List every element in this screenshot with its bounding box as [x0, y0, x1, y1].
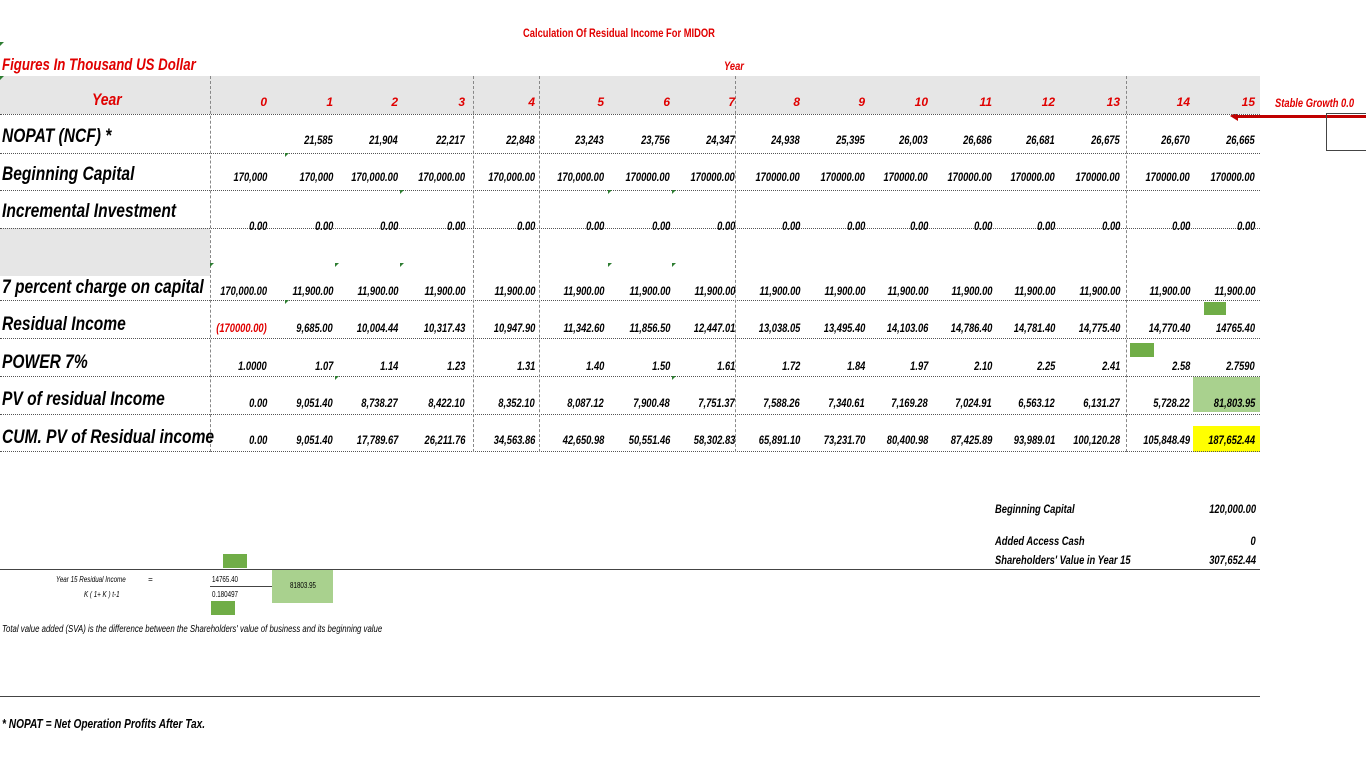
beg-capital-cell-year-9[interactable]: 170000.00	[820, 170, 865, 184]
power-cell-year-13[interactable]: 2.41	[1101, 359, 1120, 373]
charge-cell-year-7[interactable]: 11,900.00	[694, 284, 735, 298]
charge-cell-year-3[interactable]: 11,900.00	[424, 284, 465, 298]
row-label-incremental-investment: Incremental Investment	[2, 201, 177, 222]
year-header-13: 13	[1106, 95, 1120, 109]
cum-cell-year-4[interactable]: 34,563.86	[493, 433, 535, 447]
resid-cell-year-4[interactable]: 10,947.90	[493, 321, 535, 335]
row-label-year: Year	[92, 90, 122, 109]
cum-cell-year-0[interactable]: 0.00	[248, 433, 267, 447]
resid-cell-year-3[interactable]: 10,317.43	[423, 321, 465, 335]
cum-cell-year-1[interactable]: 9,051.40	[296, 433, 333, 447]
cum-cell-year-10[interactable]: 80,400.98	[886, 433, 928, 447]
power-cell-year-5[interactable]: 1.40	[585, 359, 604, 373]
sva-note: Total value added (SVA) is the difference between the Shareholders' value of business and its beginning value	[2, 624, 383, 635]
pv-cell-year-4[interactable]: 8,352.10	[498, 396, 535, 410]
year-header-9: 9	[858, 95, 865, 109]
formula-equals: =	[148, 575, 153, 584]
resid-cell-year-14[interactable]: 14,770.40	[1148, 321, 1190, 335]
nopat-cell-year-5[interactable]: 23,243	[575, 133, 604, 147]
charge-cell-year-10[interactable]: 11,900.00	[887, 284, 928, 298]
year-header-3: 3	[458, 95, 465, 109]
power-cell-year-7[interactable]: 1.61	[716, 359, 735, 373]
incr-invest-cell-year-11[interactable]: 0.00	[973, 219, 992, 233]
year-header-8: 8	[793, 95, 800, 109]
beg-capital-cell-year-5[interactable]: 170,000.00	[557, 170, 604, 184]
charge-cell-year-12[interactable]: 11,900.00	[1014, 284, 1055, 298]
cum-cell-year-9[interactable]: 73,231.70	[823, 433, 865, 447]
pv-cell-year-3[interactable]: 8,422.10	[428, 396, 465, 410]
summary-added-cash-label: Added Access Cash	[995, 534, 1085, 548]
row-label-charge: 7 percent charge on capital	[2, 277, 204, 298]
units-subtitle: Figures In Thousand US Dollar	[2, 55, 196, 74]
cum-cell-year-14[interactable]: 105,848.49	[1143, 433, 1190, 447]
power-cell-year-9[interactable]: 1.84	[846, 359, 865, 373]
year-header-6: 6	[663, 95, 670, 109]
incr-invest-cell-year-5[interactable]: 0.00	[585, 219, 604, 233]
year-header-4: 4	[528, 95, 535, 109]
row-label-residual-income: Residual Income	[2, 314, 126, 335]
resid-cell-year-15[interactable]: 14765.40	[1215, 321, 1255, 335]
beg-capital-cell-year-2[interactable]: 170,000.00	[351, 170, 398, 184]
beg-capital-cell-year-10[interactable]: 170000.00	[883, 170, 928, 184]
marker-cell	[1204, 302, 1226, 315]
charge-cell-year-11[interactable]: 11,900.00	[951, 284, 992, 298]
beg-capital-cell-year-15[interactable]: 170000.00	[1210, 170, 1255, 184]
power-cell-year-6[interactable]: 1.50	[651, 359, 670, 373]
year-header-2: 2	[391, 95, 398, 109]
nopat-cell-year-4[interactable]: 22,848	[506, 133, 535, 147]
year-header-15: 15	[1241, 95, 1255, 109]
beg-capital-cell-year-8[interactable]: 170000.00	[755, 170, 800, 184]
stable-growth-label: Stable Growth 0.0	[1275, 96, 1355, 110]
summary-added-cash-value: 0	[1250, 534, 1256, 548]
marker-cell	[211, 601, 235, 615]
pv-cell-year-9[interactable]: 7,340.61	[828, 396, 865, 410]
resid-cell-year-13[interactable]: 14,775.40	[1078, 321, 1120, 335]
power-cell-year-10[interactable]: 1.97	[909, 359, 928, 373]
resid-cell-year-9[interactable]: 13,495.40	[823, 321, 865, 335]
resid-cell-year-1[interactable]: 9,685.00	[296, 321, 333, 335]
beg-capital-cell-year-13[interactable]: 170000.00	[1075, 170, 1120, 184]
incr-invest-cell-year-0[interactable]: 0.00	[248, 219, 267, 233]
beg-capital-cell-year-0[interactable]: 170,000	[233, 170, 267, 184]
year-header-14: 14	[1176, 95, 1190, 109]
charge-cell-year-14[interactable]: 11,900.00	[1149, 284, 1190, 298]
pv-cell-year-8[interactable]: 7,588.26	[763, 396, 800, 410]
nopat-footnote: * NOPAT = Net Operation Profits After Tax.	[2, 716, 206, 731]
incr-invest-cell-year-8[interactable]: 0.00	[781, 219, 800, 233]
power-cell-year-8[interactable]: 1.72	[781, 359, 800, 373]
cum-cell-year-12[interactable]: 93,989.01	[1013, 433, 1055, 447]
beg-capital-cell-year-12[interactable]: 170000.00	[1010, 170, 1055, 184]
cum-cell-year-3[interactable]: 26,211.76	[424, 433, 465, 447]
charge-cell-year-4[interactable]: 11,900.00	[494, 284, 535, 298]
beg-capital-cell-year-1[interactable]: 170,000	[299, 170, 333, 184]
pv-cell-year-2[interactable]: 8,738.27	[361, 396, 398, 410]
row-label-beginning-capital: Beginning Capital	[2, 164, 135, 185]
beg-capital-cell-year-3[interactable]: 170,000.00	[418, 170, 465, 184]
cum-cell-year-15[interactable]: 187,652.44	[1208, 433, 1255, 447]
nopat-cell-year-3[interactable]: 22,217	[436, 133, 465, 147]
charge-cell-year-1[interactable]: 11,900.00	[292, 284, 333, 298]
power-cell-year-3[interactable]: 1.23	[446, 359, 465, 373]
incr-invest-cell-year-2[interactable]: 0.00	[379, 219, 398, 233]
incr-invest-cell-year-12[interactable]: 0.00	[1036, 219, 1055, 233]
year-header-10: 10	[914, 95, 928, 109]
power-cell-year-4[interactable]: 1.31	[516, 359, 535, 373]
incr-invest-cell-year-15[interactable]: 0.00	[1236, 219, 1255, 233]
cum-cell-year-2[interactable]: 17,789.67	[356, 433, 398, 447]
resid-cell-year-12[interactable]: 14,781.40	[1013, 321, 1055, 335]
nopat-cell-year-7[interactable]: 24,347	[706, 133, 735, 147]
formula-numerator-value: 14765.40	[212, 575, 239, 584]
pv-cell-year-0[interactable]: 0.00	[248, 396, 267, 410]
stable-growth-cell[interactable]	[1326, 113, 1366, 151]
year-header-11: 11	[979, 95, 992, 109]
pv-cell-year-7[interactable]: 7,751.37	[698, 396, 735, 410]
summary-beginning-capital-label: Beginning Capital	[995, 502, 1075, 516]
pv-cell-year-15[interactable]: 81,803.95	[1213, 396, 1255, 410]
pv-cell-year-13[interactable]: 6,131.27	[1083, 396, 1120, 410]
cum-cell-year-13[interactable]: 100,120.28	[1073, 433, 1120, 447]
formula-numerator-label: Year 15 Residual Income	[56, 575, 126, 584]
row-label-cum-pv: CUM. PV of Residual income	[2, 427, 215, 448]
pv-cell-year-10[interactable]: 7,169.28	[891, 396, 928, 410]
charge-cell-year-5[interactable]: 11,900.00	[563, 284, 604, 298]
cum-cell-year-6[interactable]: 50,551.46	[628, 433, 670, 447]
incr-invest-cell-year-1[interactable]: 0.00	[314, 219, 333, 233]
pv-cell-year-11[interactable]: 7,024.91	[955, 396, 992, 410]
cum-cell-year-11[interactable]: 87,425.89	[950, 433, 992, 447]
beg-capital-cell-year-11[interactable]: 170000.00	[947, 170, 992, 184]
charge-cell-year-2[interactable]: 11,900.00	[357, 284, 398, 298]
resid-cell-year-8[interactable]: 13,038.05	[758, 321, 800, 335]
resid-cell-year-6[interactable]: 11,856.50	[629, 321, 670, 335]
row-label-power: POWER 7%	[2, 352, 88, 373]
beg-capital-cell-year-7[interactable]: 170000.00	[690, 170, 735, 184]
pv-cell-year-5[interactable]: 8,087.12	[567, 396, 604, 410]
formula-denominator-value: 0.180497	[212, 590, 239, 599]
nopat-cell-year-15[interactable]: 26,665	[1226, 133, 1255, 147]
label-band	[0, 228, 210, 276]
beg-capital-cell-year-4[interactable]: 170,000.00	[488, 170, 535, 184]
pv-cell-year-14[interactable]: 5,728.22	[1153, 396, 1190, 410]
summary-shareholders-value-label: Shareholders' Value in Year 15	[995, 553, 1131, 567]
pv-cell-year-1[interactable]: 9,051.40	[296, 396, 333, 410]
year-header-0: 0	[260, 95, 267, 109]
power-cell-year-15[interactable]: 2.7590	[1226, 359, 1255, 373]
resid-cell-year-5[interactable]: 11,342.60	[563, 321, 604, 335]
nopat-cell-year-6[interactable]: 23,756	[641, 133, 670, 147]
summary-beginning-capital-value: 120,000.00	[1209, 502, 1256, 516]
power-cell-year-2[interactable]: 1.14	[379, 359, 398, 373]
resid-cell-year-10[interactable]: 14,103.06	[886, 321, 928, 335]
nopat-cell-year-12[interactable]: 26,681	[1026, 133, 1055, 147]
year-header-5: 5	[597, 95, 604, 109]
nopat-cell-year-1[interactable]: 21,585	[304, 133, 333, 147]
incr-invest-cell-year-3[interactable]: 0.00	[446, 219, 465, 233]
cum-cell-year-5[interactable]: 42,650.98	[562, 433, 604, 447]
beg-capital-cell-year-14[interactable]: 170000.00	[1145, 170, 1190, 184]
nopat-cell-year-2[interactable]: 21,904	[369, 133, 398, 147]
year-group-header: Year	[724, 59, 744, 73]
year-header-1: 1	[326, 95, 333, 109]
marker-cell	[1130, 343, 1154, 357]
power-cell-year-14[interactable]: 2.58	[1171, 359, 1190, 373]
incr-invest-cell-year-14[interactable]: 0.00	[1171, 219, 1190, 233]
resid-cell-year-2[interactable]: 10,004.44	[356, 321, 398, 335]
row-label-nopat: NOPAT (NCF) *	[2, 126, 112, 147]
resid-cell-year-11[interactable]: 14,786.40	[950, 321, 992, 335]
cum-cell-year-7[interactable]: 58,302.83	[693, 433, 735, 447]
nopat-cell-year-10[interactable]: 26,003	[899, 133, 928, 147]
year-header-12: 12	[1041, 95, 1055, 109]
nopat-cell-year-9[interactable]: 25,395	[836, 133, 865, 147]
power-cell-year-1[interactable]: 1.07	[314, 359, 333, 373]
incr-invest-cell-year-4[interactable]: 0.00	[516, 219, 535, 233]
charge-cell-year-9[interactable]: 11,900.00	[824, 284, 865, 298]
power-cell-year-11[interactable]: 2.10	[973, 359, 992, 373]
nopat-cell-year-11[interactable]: 26,686	[963, 133, 992, 147]
beg-capital-cell-year-6[interactable]: 170000.00	[625, 170, 670, 184]
charge-cell-year-13[interactable]: 11,900.00	[1079, 284, 1120, 298]
pv-cell-year-12[interactable]: 6,563.12	[1018, 396, 1055, 410]
charge-cell-year-0[interactable]: 170,000.00	[220, 284, 267, 298]
charge-cell-year-8[interactable]: 11,900.00	[759, 284, 800, 298]
nopat-cell-year-13[interactable]: 26,675	[1091, 133, 1120, 147]
charge-cell-year-15[interactable]: 11,900.00	[1214, 284, 1255, 298]
charge-cell-year-6[interactable]: 11,900.00	[629, 284, 670, 298]
sheet-title: Calculation Of Residual Income For MIDOR	[523, 26, 715, 40]
incr-invest-cell-year-7[interactable]: 0.00	[716, 219, 735, 233]
cum-cell-year-8[interactable]: 65,891.10	[758, 433, 800, 447]
power-cell-year-0[interactable]: 1.0000	[238, 359, 267, 373]
formula-result: 81803.95	[290, 581, 317, 590]
resid-cell-year-0[interactable]: (170000.00)	[216, 321, 267, 335]
pv-cell-year-6[interactable]: 7,900.48	[633, 396, 670, 410]
incr-invest-cell-year-6[interactable]: 0.00	[651, 219, 670, 233]
formula-denominator-label: K ( 1+ K ) t-1	[84, 590, 120, 599]
resid-cell-year-7[interactable]: 12,447.01	[693, 321, 735, 335]
year-header-7: 7	[728, 95, 735, 109]
incr-invest-cell-year-10[interactable]: 0.00	[909, 219, 928, 233]
nopat-cell-year-8[interactable]: 24,938	[771, 133, 800, 147]
incr-invest-cell-year-13[interactable]: 0.00	[1101, 219, 1120, 233]
nopat-cell-year-14[interactable]: 26,670	[1161, 133, 1190, 147]
power-cell-year-12[interactable]: 2.25	[1036, 359, 1055, 373]
summary-shareholders-value: 307,652.44	[1209, 553, 1256, 567]
marker-cell	[223, 554, 247, 568]
row-label-pv: PV of residual Income	[2, 389, 165, 410]
incr-invest-cell-year-9[interactable]: 0.00	[846, 219, 865, 233]
